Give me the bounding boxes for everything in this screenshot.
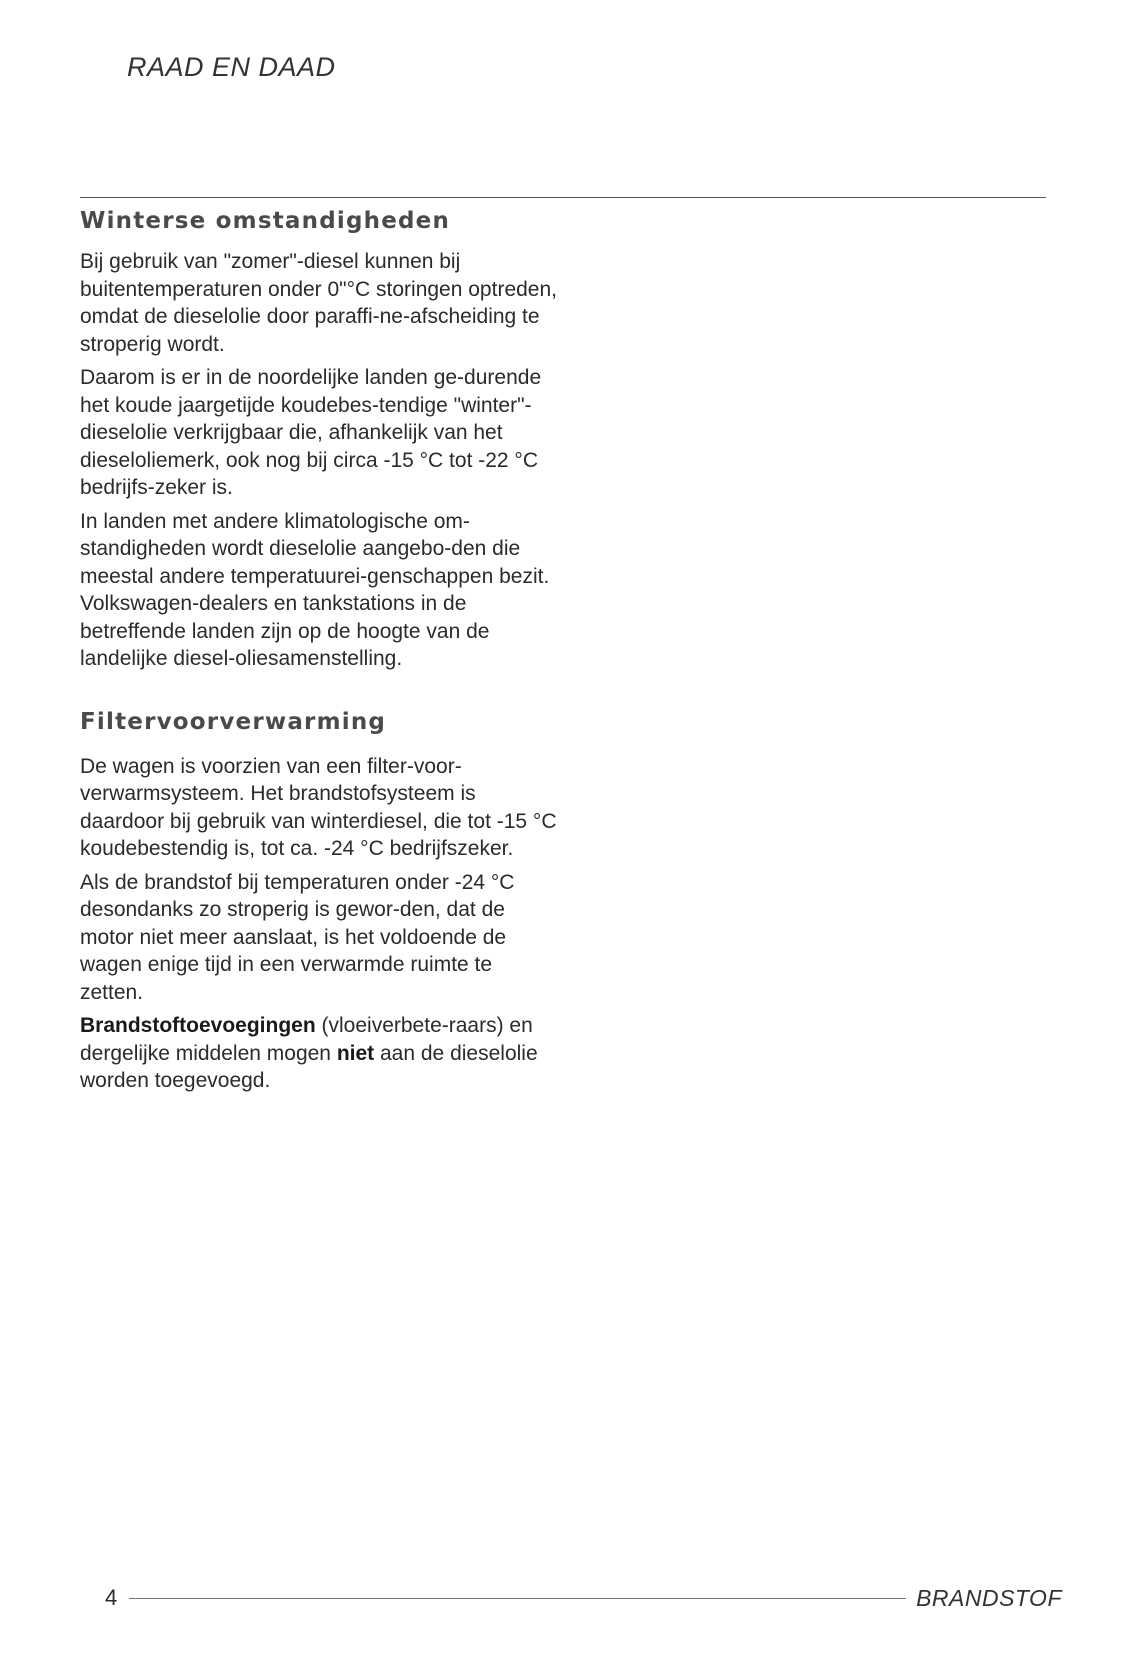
paragraph: Bij gebruik van "zomer"-diesel kunnen bij buitentemperaturen onder 0"°C storingen optreden, omdat de dieselolie door paraffi-ne-afscheiding te stroperig wordt. <box>80 250 557 356</box>
emphasis-not: niet <box>336 1041 375 1065</box>
footer-section-name: BRANDSTOF <box>916 1584 1062 1611</box>
footer-divider <box>129 1598 906 1599</box>
note-text: (vloeiverbete-raars) en dergelijke middelen mogen <box>80 1014 533 1065</box>
paragraph: Daarom is er in de noordelijke landen ge-durende het koude jaargetijde koudebes-tendige "winter"-dieselolie verkrijgbaar die, afhankelijk van het dieseloliemerk, ook nog bij circa -15 °C tot -22 °C bedrijfs-zeker is. <box>80 366 542 499</box>
top-divider <box>80 197 1046 198</box>
section-heading-filter: Filtervoorverwarming <box>80 708 387 735</box>
page-footer <box>105 1583 1062 1613</box>
additives-note <box>80 1012 560 1095</box>
paragraph: De wagen is voorzien van een filter-voor-verwarmsysteem. Het brandstofsysteem is daardoor bij gebruik van winterdiesel, die tot -15 °C koudebestendig is, tot ca. -24 °C bedrijfszeker. <box>80 754 557 860</box>
paragraph: Als de brandstof bij temperaturen onder -24 °C desondanks zo stroperig is gewor-den, dat de motor niet meer aanslaat, is het voldoende de wagen enige tijd in een verwarmde ruimte te zetten. <box>80 870 515 1004</box>
section-heading-winter: Winterse omstandigheden <box>80 208 451 234</box>
emphasis-additives: Brandstoftoevoegingen <box>80 1014 316 1037</box>
page-number: 4 <box>105 1585 118 1610</box>
running-title: RAAD EN DAAD <box>127 52 336 82</box>
text-column <box>80 206 560 1101</box>
note-text: aan de dieselolie worden toegevoegd. <box>80 1041 538 1092</box>
paragraph: In landen met andere klimatologische om-standigheden wordt dieselolie aangebo-den die meestal andere temperatuurei-genschappen bezit. Volkswagen-dealers en tankstations in de betreffende landen zijn op de hoogte van de landelijke diesel-oliesamenstelling. <box>80 509 550 670</box>
